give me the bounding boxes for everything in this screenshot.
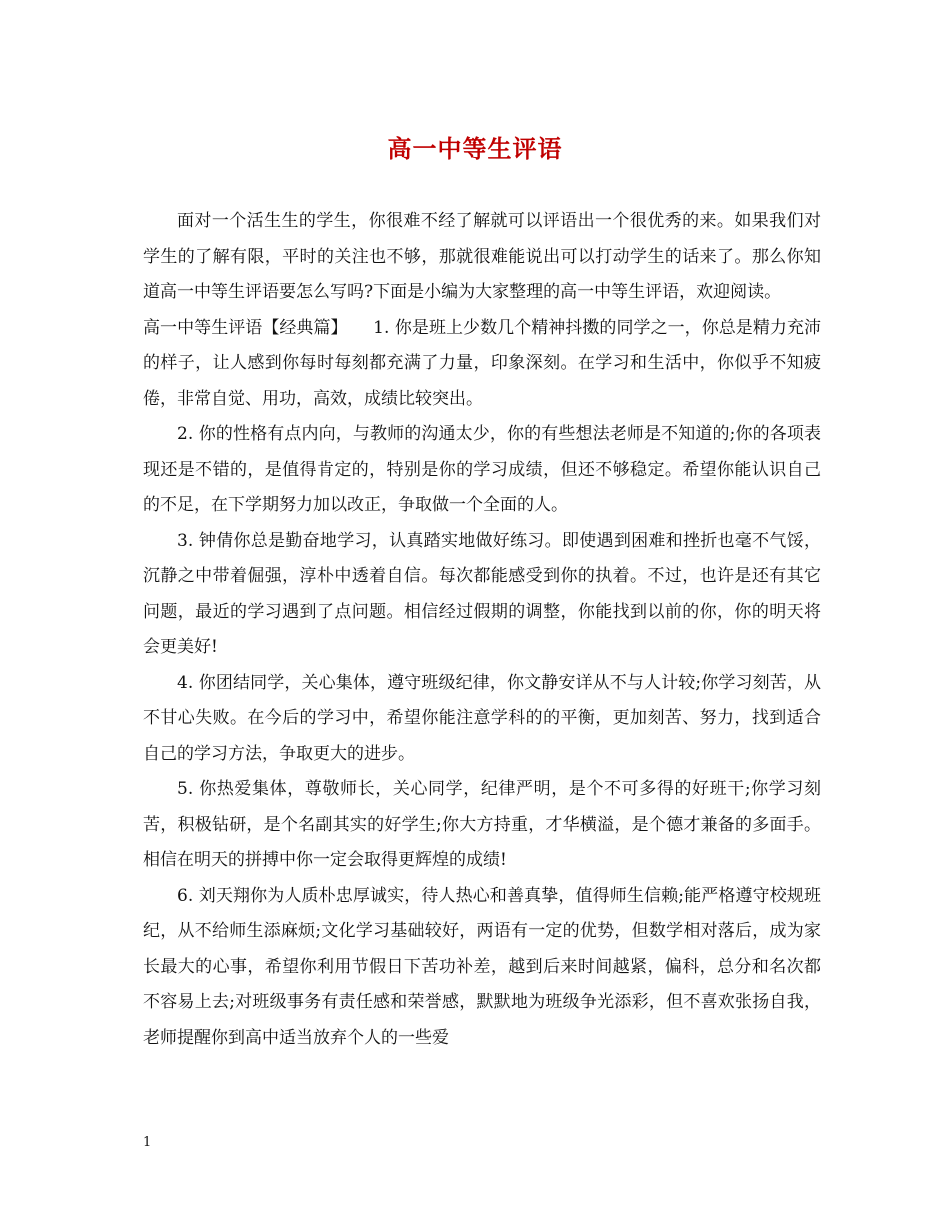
comment-paragraph-3: 3. 钟倩你总是勤奋地学习，认真踏实地做好练习。即使遇到困难和挫折也毫不气馁，沉静之中带着倔强，淳朴中透着自信。每次都能感受到你的执着。不过，也许是还有其它问题，最近的学习遇到了点问题。相信经过假期的调整，你能找到以前的你，你的明天将会更美好! bbox=[143, 530, 821, 657]
document-body bbox=[143, 204, 821, 1056]
comment-paragraph-1: 高一中等生评语【经典篇】 1. 你是班上少数几个精神抖擞的同学之一，你总是精力充沛的样子，让人感到你每时每刻都充满了力量，印象深刻。在学习和生活中，你似乎不知疲倦，非常自觉、用功，高效，成绩比较突出。 bbox=[143, 317, 821, 409]
comment-paragraph-5: 5. 你热爱集体，尊敬师长，关心同学，纪律严明，是个不可多得的好班干;你学习刻苦，积极钻研，是个名副其实的好学生;你大方持重，才华横溢，是个德才兼备的多面手。相信在明天的拼搏中你一定会取得更辉煌的成绩! bbox=[143, 779, 821, 870]
page-number: 1 bbox=[143, 1135, 152, 1150]
comment-paragraph-4: 4. 你团结同学，关心集体，遵守班级纪律，你文静安详从不与人计较;你学习刻苦，从不甘心失败。在今后的学习中，希望你能注意学科的的平衡，更加刻苦、努力，找到适合自己的学习方法，争取更大的进步。 bbox=[143, 672, 821, 764]
comment-paragraph-2: 2. 你的性格有点内向，与教师的沟通太少，你的有些想法老师是不知道的;你的各项表现还是不错的，是值得肯定的，特别是你的学习成绩，但还不够稳定。希望你能认识自己的不足，在下学期努力加以改正，争取做一个全面的人。 bbox=[143, 424, 821, 515]
comment-paragraph-6: 6. 刘天翔你为人质朴忠厚诚实，待人热心和善真挚，值得师生信赖;能严格遵守校规班纪，从不给师生添麻烦;文化学习基础较好，两语有一定的优势，但数学相对落后，成为家长最大的心事，希望你利用节假日下苦功补差，越到后来时间越紧，偏科，总分和名次都不容易上去;对班级事务有责任感和荣誉感，默默地为班级争光添彩，但不喜欢张扬自我，老师提醒你到高中适当放弃个人的一些爱 bbox=[143, 885, 821, 1048]
intro-paragraph: 面对一个活生生的学生，你很难不经了解就可以评语出一个很优秀的来。如果我们对学生的了解有限，平时的关注也不够，那就很难能说出可以打动学生的话来了。那么你知道高一中等生评语要怎么写吗?下面是小编为大家整理的高一中等生评语，欢迎阅读。 bbox=[143, 211, 821, 302]
document-title: 高一中等生评语 bbox=[387, 134, 563, 163]
